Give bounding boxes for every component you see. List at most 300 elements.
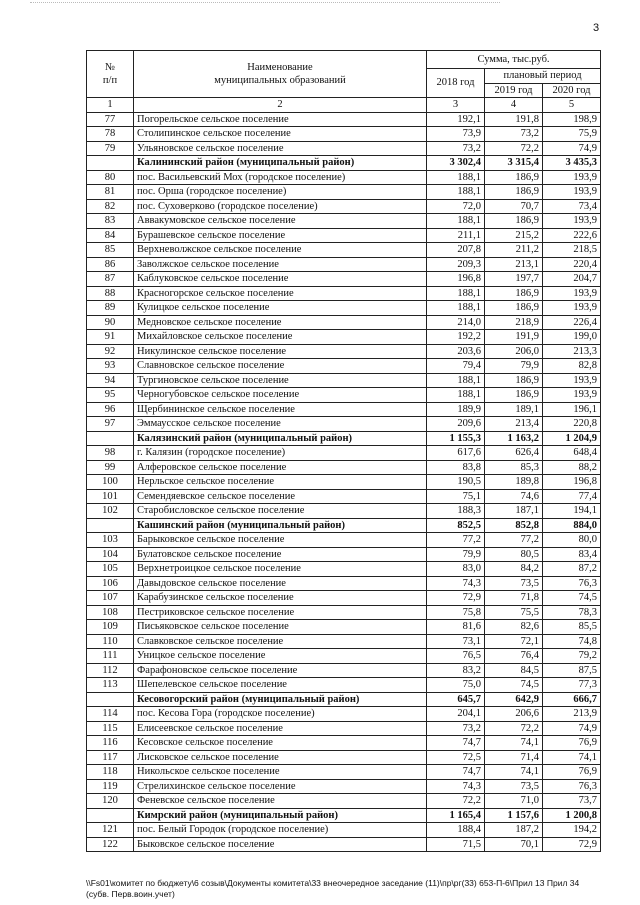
- row-number: 98: [87, 446, 134, 461]
- value-2019: 186,9: [485, 388, 543, 403]
- municipality-name: Славновское сельское поселение: [134, 359, 427, 374]
- value-2020: 220,8: [543, 417, 601, 432]
- row-number: 118: [87, 765, 134, 780]
- value-2018: 188,3: [427, 504, 485, 519]
- table-row: [87, 605, 601, 620]
- municipality-name: Быковское сельское поселение: [134, 837, 427, 852]
- value-2018: 1 165,4: [427, 808, 485, 823]
- value-2020: 1 204,9: [543, 431, 601, 446]
- row-number: 83: [87, 214, 134, 229]
- municipality-name: Красногорское сельское поселение: [134, 286, 427, 301]
- colnum: 5: [543, 98, 601, 113]
- value-2019: 206,6: [485, 707, 543, 722]
- value-2019: 75,5: [485, 605, 543, 620]
- value-2020: 76,3: [543, 576, 601, 591]
- row-number: 85: [87, 243, 134, 258]
- value-2018: 75,1: [427, 489, 485, 504]
- value-2019: 642,9: [485, 692, 543, 707]
- value-2018: 204,1: [427, 707, 485, 722]
- municipality-name: Фарафоновское сельское поселение: [134, 663, 427, 678]
- municipality-name: Письяковское сельское поселение: [134, 620, 427, 635]
- value-2020: 226,4: [543, 315, 601, 330]
- table-row: [87, 765, 601, 780]
- table-row: [87, 721, 601, 736]
- value-2018: 852,5: [427, 518, 485, 533]
- value-2019: 189,1: [485, 402, 543, 417]
- municipality-name: пос. Суховерково (городское поселение): [134, 199, 427, 214]
- value-2020: 75,9: [543, 127, 601, 142]
- value-2018: 209,6: [427, 417, 485, 432]
- colnum: 3: [427, 98, 485, 113]
- table-row: [87, 272, 601, 287]
- row-number: 100: [87, 475, 134, 490]
- value-2019: 80,5: [485, 547, 543, 562]
- row-number: 99: [87, 460, 134, 475]
- value-2019: 626,4: [485, 446, 543, 461]
- value-2020: 196,1: [543, 402, 601, 417]
- value-2019: 79,9: [485, 359, 543, 374]
- municipality-name: Медновское сельское поселение: [134, 315, 427, 330]
- table-row: [87, 823, 601, 838]
- municipality-name: Семендяевское сельское поселение: [134, 489, 427, 504]
- value-2020: 884,0: [543, 518, 601, 533]
- value-2020: 74,9: [543, 141, 601, 156]
- row-number: 112: [87, 663, 134, 678]
- value-2019: 213,1: [485, 257, 543, 272]
- scan-artifact-line: [30, 2, 500, 9]
- municipality-name: Булатовское сельское поселение: [134, 547, 427, 562]
- value-2020: 218,5: [543, 243, 601, 258]
- table-row: [87, 750, 601, 765]
- municipality-name: Аввакумовское сельское поселение: [134, 214, 427, 229]
- municipality-name: Кимрский район (муниципальный район): [134, 808, 427, 823]
- value-2020: 666,7: [543, 692, 601, 707]
- value-2018: 192,1: [427, 112, 485, 127]
- value-2019: 74,1: [485, 736, 543, 751]
- table-row: [87, 402, 601, 417]
- row-number: 94: [87, 373, 134, 388]
- municipality-name: Столипинское сельское поселение: [134, 127, 427, 142]
- value-2019: 206,0: [485, 344, 543, 359]
- table-row: [87, 330, 601, 345]
- table-row: [87, 170, 601, 185]
- value-2019: 186,9: [485, 170, 543, 185]
- value-2018: 190,5: [427, 475, 485, 490]
- row-number: 90: [87, 315, 134, 330]
- row-number: 101: [87, 489, 134, 504]
- table-row: [87, 634, 601, 649]
- row-number: 104: [87, 547, 134, 562]
- value-2018: 3 302,4: [427, 156, 485, 171]
- value-2018: 81,6: [427, 620, 485, 635]
- municipality-name: Лисковское сельское поселение: [134, 750, 427, 765]
- value-2020: 74,9: [543, 721, 601, 736]
- row-number: 91: [87, 330, 134, 345]
- municipality-name: Шепелевское сельское поселение: [134, 678, 427, 693]
- district-total-row: [87, 518, 601, 533]
- value-2018: 188,1: [427, 170, 485, 185]
- table-row: [87, 417, 601, 432]
- value-2020: 193,9: [543, 170, 601, 185]
- header-2020: 2020 год: [543, 83, 601, 98]
- value-2018: 75,0: [427, 678, 485, 693]
- value-2020: 73,4: [543, 199, 601, 214]
- value-2020: 74,5: [543, 591, 601, 606]
- value-2018: 83,8: [427, 460, 485, 475]
- row-number: 79: [87, 141, 134, 156]
- value-2019: 71,8: [485, 591, 543, 606]
- value-2019: 82,6: [485, 620, 543, 635]
- value-2019: 197,7: [485, 272, 543, 287]
- value-2019: 84,5: [485, 663, 543, 678]
- row-number: 119: [87, 779, 134, 794]
- municipality-name: Елисеевское сельское поселение: [134, 721, 427, 736]
- row-number: 115: [87, 721, 134, 736]
- municipality-name: Кесовогорский район (муниципальный район): [134, 692, 427, 707]
- municipality-name: Калязинский район (муниципальный район): [134, 431, 427, 446]
- table-row: [87, 460, 601, 475]
- value-2020: 193,9: [543, 185, 601, 200]
- value-2018: 71,5: [427, 837, 485, 852]
- table-row: [87, 185, 601, 200]
- value-2020: 1 200,8: [543, 808, 601, 823]
- value-2020: 77,4: [543, 489, 601, 504]
- value-2020: 79,2: [543, 649, 601, 664]
- value-2019: 73,5: [485, 779, 543, 794]
- value-2018: 79,4: [427, 359, 485, 374]
- value-2018: 188,1: [427, 214, 485, 229]
- value-2019: 76,4: [485, 649, 543, 664]
- table-row: [87, 707, 601, 722]
- value-2019: 73,5: [485, 576, 543, 591]
- value-2019: 84,2: [485, 562, 543, 577]
- value-2018: 73,1: [427, 634, 485, 649]
- row-number: [87, 808, 134, 823]
- value-2019: 187,2: [485, 823, 543, 838]
- value-2018: 72,2: [427, 794, 485, 809]
- table-row: [87, 678, 601, 693]
- row-number: 82: [87, 199, 134, 214]
- header-num: № п/п: [87, 51, 134, 98]
- municipality-name: Верхневолжское сельское поселение: [134, 243, 427, 258]
- table-row: [87, 794, 601, 809]
- value-2020: 74,1: [543, 750, 601, 765]
- municipality-name: Давыдовское сельское поселение: [134, 576, 427, 591]
- value-2019: 186,9: [485, 373, 543, 388]
- municipality-name: Карабузинское сельское поселение: [134, 591, 427, 606]
- value-2019: 3 315,4: [485, 156, 543, 171]
- value-2018: 74,3: [427, 576, 485, 591]
- value-2020: 193,9: [543, 286, 601, 301]
- value-2019: 74,6: [485, 489, 543, 504]
- row-number: [87, 156, 134, 171]
- value-2018: 645,7: [427, 692, 485, 707]
- value-2019: 186,9: [485, 185, 543, 200]
- value-2020: 76,9: [543, 736, 601, 751]
- row-number: 86: [87, 257, 134, 272]
- value-2020: 72,9: [543, 837, 601, 852]
- row-number: 87: [87, 272, 134, 287]
- value-2018: 74,7: [427, 736, 485, 751]
- value-2020: 76,3: [543, 779, 601, 794]
- municipality-name: Стрелихинское сельское поселение: [134, 779, 427, 794]
- value-2018: 83,2: [427, 663, 485, 678]
- table-row: [87, 504, 601, 519]
- row-number: 93: [87, 359, 134, 374]
- value-2019: 218,9: [485, 315, 543, 330]
- table-row: [87, 576, 601, 591]
- table-row: [87, 228, 601, 243]
- row-number: 95: [87, 388, 134, 403]
- value-2018: 79,9: [427, 547, 485, 562]
- table-row: [87, 663, 601, 678]
- district-total-row: [87, 431, 601, 446]
- table-row: [87, 214, 601, 229]
- municipality-name: Пестриковское сельское поселение: [134, 605, 427, 620]
- colnum: 4: [485, 98, 543, 113]
- value-2020: 213,3: [543, 344, 601, 359]
- value-2020: 193,9: [543, 388, 601, 403]
- header-2019: 2019 год: [485, 83, 543, 98]
- table-row: [87, 547, 601, 562]
- row-number: 84: [87, 228, 134, 243]
- value-2018: 74,3: [427, 779, 485, 794]
- district-total-row: [87, 692, 601, 707]
- value-2020: 204,7: [543, 272, 601, 287]
- row-number: 106: [87, 576, 134, 591]
- row-number: 80: [87, 170, 134, 185]
- value-2020: 193,9: [543, 214, 601, 229]
- row-number: 113: [87, 678, 134, 693]
- value-2018: 188,1: [427, 185, 485, 200]
- value-2020: 78,3: [543, 605, 601, 620]
- value-2018: 74,7: [427, 765, 485, 780]
- table-row: [87, 591, 601, 606]
- value-2019: 72,1: [485, 634, 543, 649]
- row-number: 88: [87, 286, 134, 301]
- value-2020: 193,9: [543, 301, 601, 316]
- value-2018: 209,3: [427, 257, 485, 272]
- municipality-name: Уницкое сельское поселение: [134, 649, 427, 664]
- value-2019: 215,2: [485, 228, 543, 243]
- value-2018: 214,0: [427, 315, 485, 330]
- value-2020: 77,3: [543, 678, 601, 693]
- row-number: 121: [87, 823, 134, 838]
- value-2020: 87,5: [543, 663, 601, 678]
- municipality-name: Тургиновское сельское поселение: [134, 373, 427, 388]
- value-2018: 76,5: [427, 649, 485, 664]
- value-2019: 74,5: [485, 678, 543, 693]
- municipality-name: Никольское сельское поселение: [134, 765, 427, 780]
- row-number: 96: [87, 402, 134, 417]
- value-2019: 72,2: [485, 141, 543, 156]
- municipality-name: Заволжское сельское поселение: [134, 257, 427, 272]
- municipality-name: пос. Белый Городок (городское поселение): [134, 823, 427, 838]
- value-2020: 196,8: [543, 475, 601, 490]
- value-2019: 72,2: [485, 721, 543, 736]
- row-number: 108: [87, 605, 134, 620]
- municipality-name: г. Калязин (городское поселение): [134, 446, 427, 461]
- row-number: 111: [87, 649, 134, 664]
- value-2018: 72,9: [427, 591, 485, 606]
- header-sum: Сумма, тыс.руб.: [427, 51, 601, 69]
- value-2020: 194,2: [543, 823, 601, 838]
- value-2019: 213,4: [485, 417, 543, 432]
- value-2019: 85,3: [485, 460, 543, 475]
- value-2020: 76,9: [543, 765, 601, 780]
- table-row: [87, 315, 601, 330]
- value-2018: 1 155,3: [427, 431, 485, 446]
- table-row: [87, 446, 601, 461]
- table-row: [87, 344, 601, 359]
- table-row: [87, 301, 601, 316]
- municipality-name: Калининский район (муниципальный район): [134, 156, 427, 171]
- table-row: [87, 373, 601, 388]
- colnum: 1: [87, 98, 134, 113]
- table-row: [87, 243, 601, 258]
- value-2018: 77,2: [427, 533, 485, 548]
- value-2019: 77,2: [485, 533, 543, 548]
- table-row: [87, 779, 601, 794]
- value-2018: 189,9: [427, 402, 485, 417]
- row-number: 109: [87, 620, 134, 635]
- row-number: 97: [87, 417, 134, 432]
- value-2019: 1 163,2: [485, 431, 543, 446]
- value-2019: 186,9: [485, 286, 543, 301]
- row-number: 78: [87, 127, 134, 142]
- table-row: [87, 359, 601, 374]
- value-2018: 617,6: [427, 446, 485, 461]
- row-number: 116: [87, 736, 134, 751]
- value-2019: 70,1: [485, 837, 543, 852]
- table-row: [87, 257, 601, 272]
- municipality-name: пос. Кесова Гора (городское поселение): [134, 707, 427, 722]
- value-2020: 80,0: [543, 533, 601, 548]
- table-body: [87, 112, 601, 852]
- value-2019: 189,8: [485, 475, 543, 490]
- row-number: 77: [87, 112, 134, 127]
- colnum: 2: [134, 98, 427, 113]
- table-row: [87, 837, 601, 852]
- table-row: [87, 388, 601, 403]
- value-2018: 73,2: [427, 141, 485, 156]
- value-2018: 203,6: [427, 344, 485, 359]
- header-name: Наименование муниципальных образований: [134, 51, 427, 98]
- row-number: 122: [87, 837, 134, 852]
- table-row: [87, 286, 601, 301]
- value-2020: 194,1: [543, 504, 601, 519]
- value-2019: 186,9: [485, 301, 543, 316]
- municipality-name: пос. Орша (городское поселение): [134, 185, 427, 200]
- table-row: [87, 199, 601, 214]
- value-2020: 199,0: [543, 330, 601, 345]
- value-2019: 191,8: [485, 112, 543, 127]
- value-2018: 207,8: [427, 243, 485, 258]
- municipality-name: Ульяновское сельское поселение: [134, 141, 427, 156]
- municipality-name: Барыковское сельское поселение: [134, 533, 427, 548]
- row-number: 110: [87, 634, 134, 649]
- municipality-name: Бурашевское сельское поселение: [134, 228, 427, 243]
- municipality-name: Кулицкое сельское поселение: [134, 301, 427, 316]
- table-row: [87, 127, 601, 142]
- value-2018: 73,9: [427, 127, 485, 142]
- municipality-name: пос. Васильевский Мох (городское поселение): [134, 170, 427, 185]
- value-2019: 186,9: [485, 214, 543, 229]
- municipality-name: Старобисловское сельское поселение: [134, 504, 427, 519]
- value-2018: 83,0: [427, 562, 485, 577]
- municipality-name: Феневское сельское поселение: [134, 794, 427, 809]
- municipality-name: Каблуковское сельское поселение: [134, 272, 427, 287]
- district-total-row: [87, 156, 601, 171]
- district-total-row: [87, 808, 601, 823]
- row-number: 105: [87, 562, 134, 577]
- file-path-footer: \\Fs01\комитет по бюджету\6 созыв\Документы комитета\33 внеочередное заседание (11)\пр\рг(33) 653-П-6\Прил 13 Прил 34 (субв. Перв.воин.учет): [86, 878, 580, 899]
- table-row: [87, 112, 601, 127]
- table-row: [87, 736, 601, 751]
- row-number: 92: [87, 344, 134, 359]
- value-2018: 211,1: [427, 228, 485, 243]
- value-2018: 188,1: [427, 373, 485, 388]
- header-planned: плановый период: [485, 69, 601, 84]
- row-number: 107: [87, 591, 134, 606]
- table-row: [87, 475, 601, 490]
- value-2020: 73,7: [543, 794, 601, 809]
- municipality-name: Кашинский район (муниципальный район): [134, 518, 427, 533]
- value-2019: 73,2: [485, 127, 543, 142]
- page-number: 3: [593, 22, 600, 34]
- value-2020: 193,9: [543, 373, 601, 388]
- value-2019: 191,9: [485, 330, 543, 345]
- value-2019: 71,4: [485, 750, 543, 765]
- row-number: 114: [87, 707, 134, 722]
- row-number: 102: [87, 504, 134, 519]
- municipality-name: Погорельское сельское поселение: [134, 112, 427, 127]
- value-2019: 70,7: [485, 199, 543, 214]
- value-2020: 85,5: [543, 620, 601, 635]
- value-2018: 72,5: [427, 750, 485, 765]
- row-number: [87, 431, 134, 446]
- value-2020: 220,4: [543, 257, 601, 272]
- value-2020: 213,9: [543, 707, 601, 722]
- header-2018: 2018 год: [427, 69, 485, 98]
- value-2018: 192,2: [427, 330, 485, 345]
- value-2020: 83,4: [543, 547, 601, 562]
- row-number: 120: [87, 794, 134, 809]
- budget-table: [86, 50, 601, 852]
- municipality-name: Славковское сельское поселение: [134, 634, 427, 649]
- municipality-name: Алферовское сельское поселение: [134, 460, 427, 475]
- value-2020: 3 435,3: [543, 156, 601, 171]
- value-2018: 188,1: [427, 388, 485, 403]
- municipality-name: Верхнетроицкое сельское поселение: [134, 562, 427, 577]
- value-2019: 211,2: [485, 243, 543, 258]
- value-2019: 852,8: [485, 518, 543, 533]
- value-2020: 198,9: [543, 112, 601, 127]
- value-2018: 75,8: [427, 605, 485, 620]
- value-2018: 188,1: [427, 301, 485, 316]
- table-row: [87, 489, 601, 504]
- value-2018: 72,0: [427, 199, 485, 214]
- value-2018: 196,8: [427, 272, 485, 287]
- value-2019: 71,0: [485, 794, 543, 809]
- column-numbers-row: [87, 98, 601, 113]
- municipality-name: Нерльское сельское поселение: [134, 475, 427, 490]
- table-row: [87, 533, 601, 548]
- table-row: [87, 562, 601, 577]
- row-number: 103: [87, 533, 134, 548]
- value-2019: 74,1: [485, 765, 543, 780]
- municipality-name: Михайловское сельское поселение: [134, 330, 427, 345]
